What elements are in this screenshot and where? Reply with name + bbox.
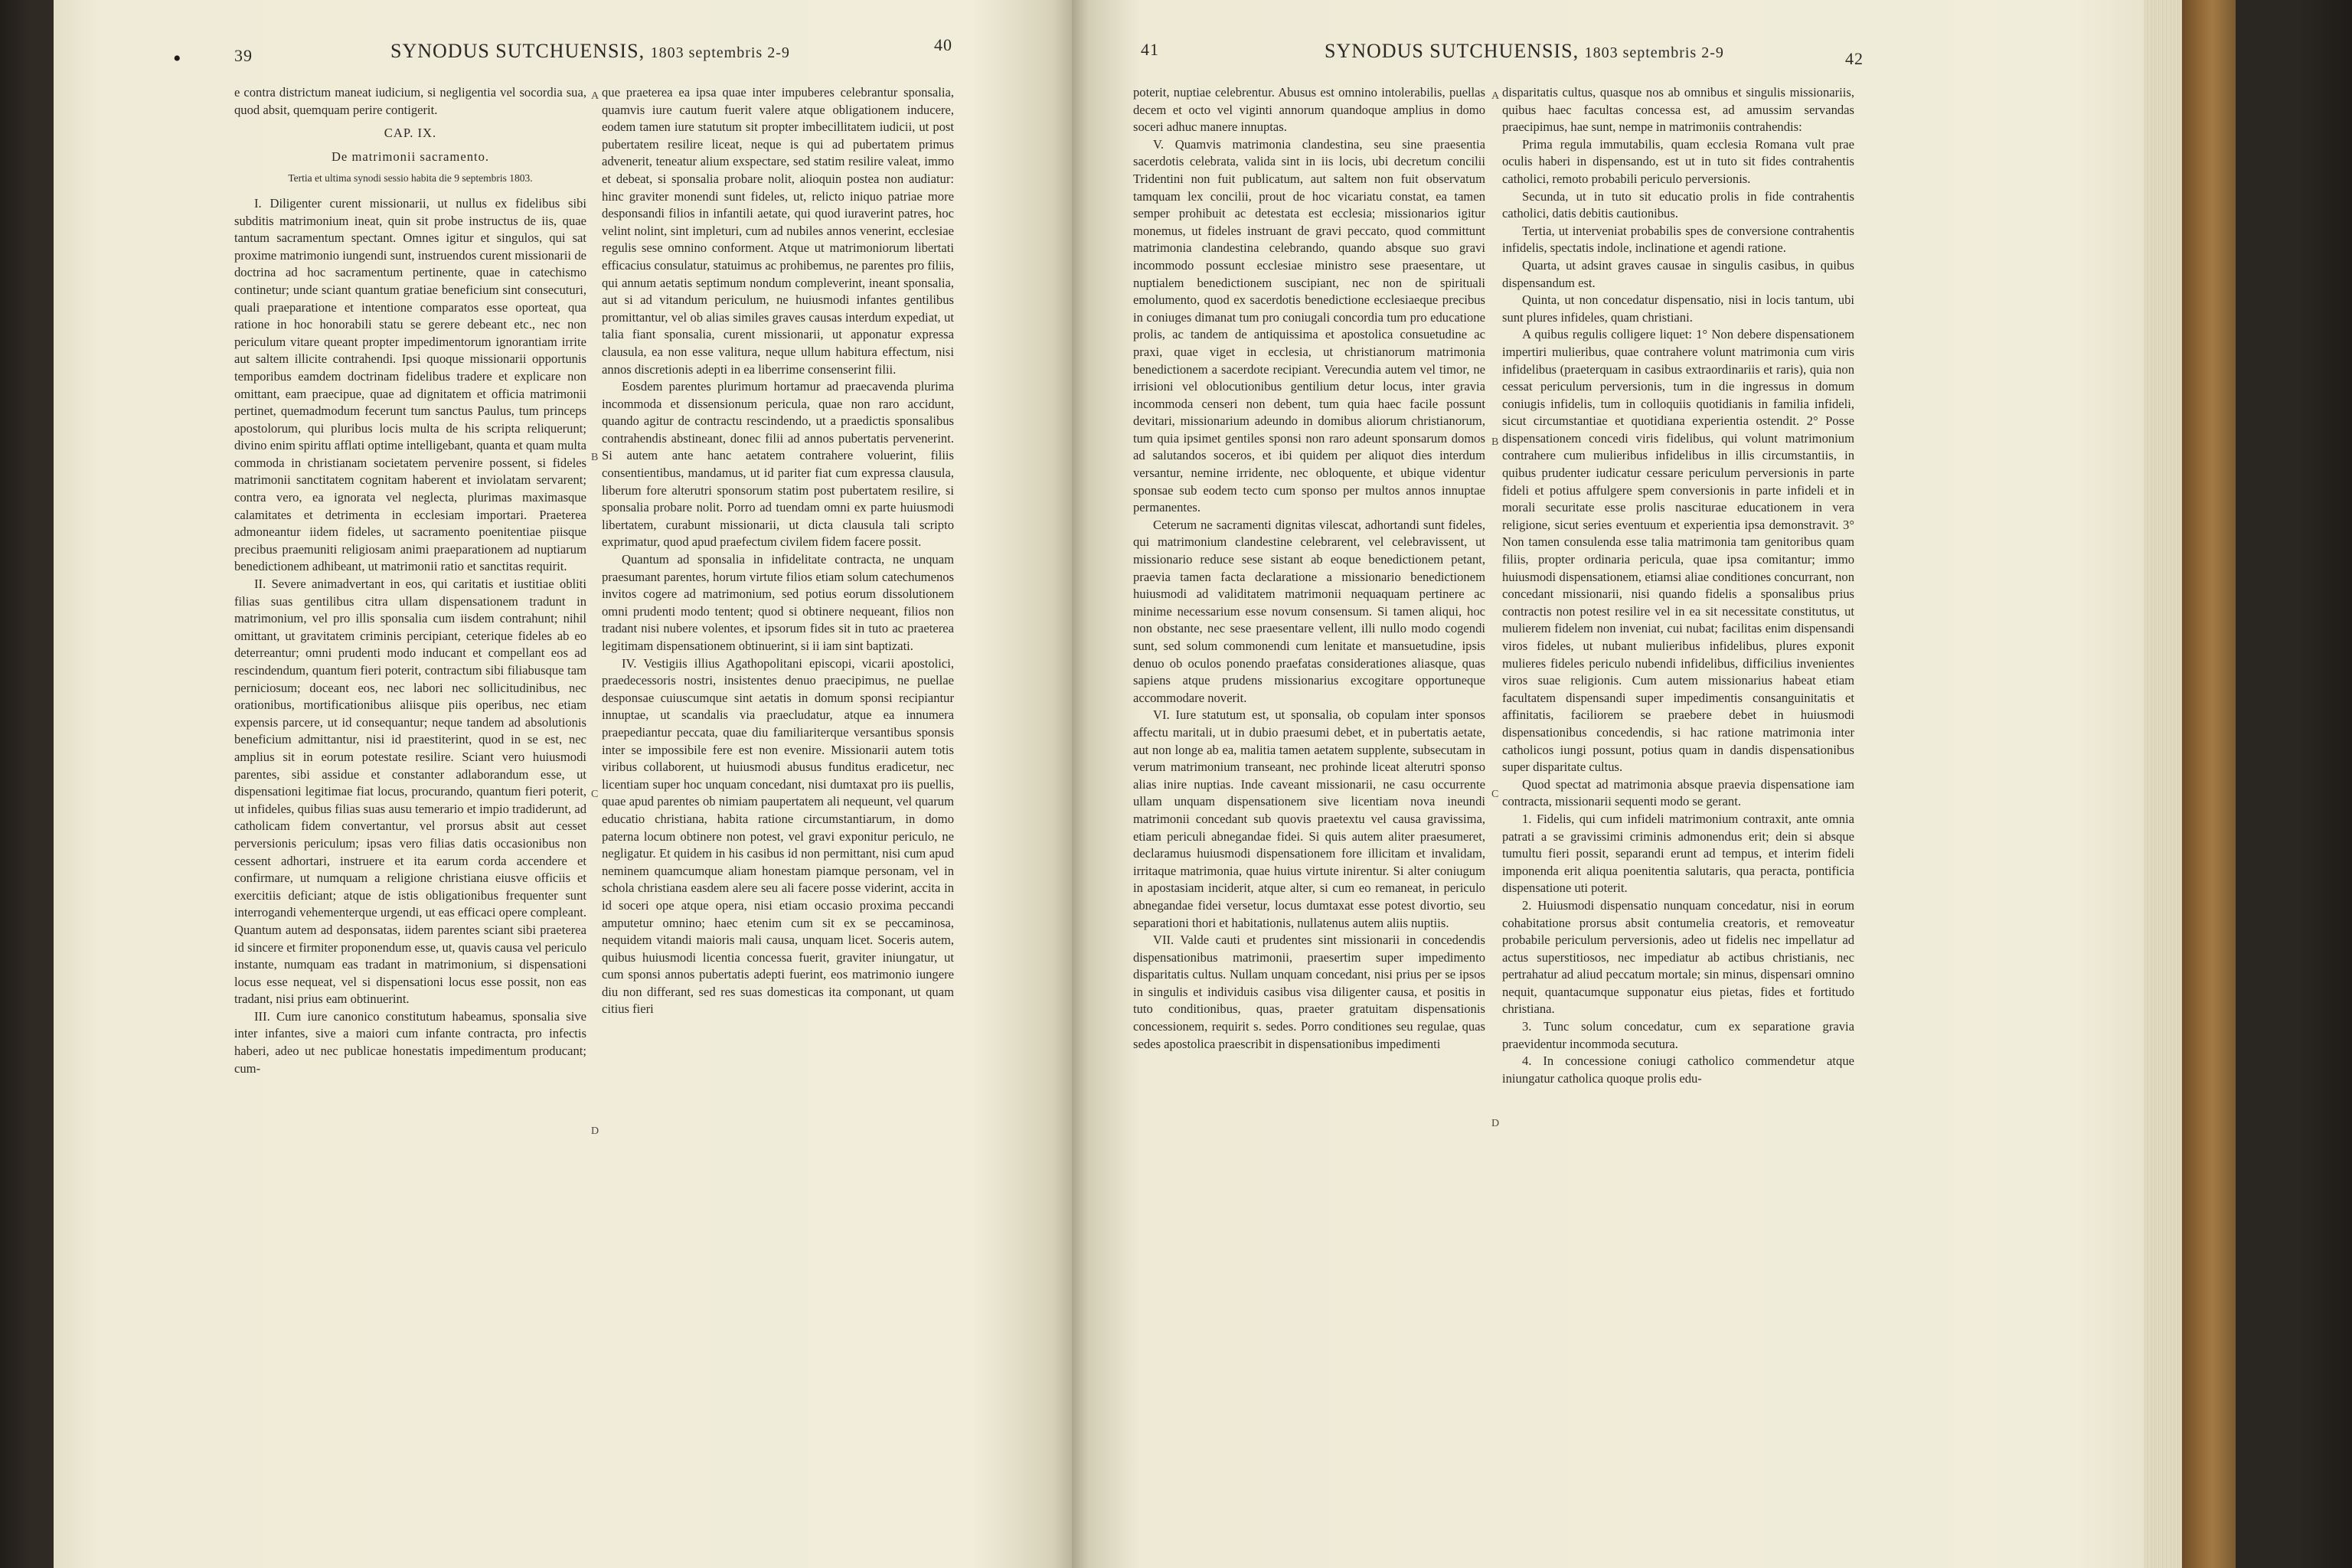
- paragraph: Ceterum ne sacramenti dignitas vilescat, adhortandi sunt fideles, qui matrimonium clandestine celebrarent, vel celebravissent, ut missionario reduce sese sistant ab eoque benedictionem petant, praevia tamen facta declaratione a missionario benedictionem huiusmodi ad validitatem matrimonii nequaquam pertinere ac minime necessarium esse novum consensum. Si tamen aliqui, hoc non obstante, nec sese praesentare vellent, illi nullo modo cogendi sunt, sed solum commonendi cum lenitate et mansuetudine, ipsis denuo ob oculos ponendo praefatas considerationes aliasque, quas sapiens atque prudens missionarius excogitare opportuneque accommodare noverit.: [1133, 517, 1485, 705]
- paragraph: Quarta, ut adsint graves causae in singulis casibus, in quibus dispensandum est.: [1502, 257, 1854, 290]
- paragraph: Prima regula immutabilis, quam ecclesia Romana vult prae oculis haberi in dispensando, est ut in tuto sit fides contrahentis catholici, remoto probabili periculo perversionis.: [1502, 136, 1854, 186]
- section-marker-b: B: [1491, 436, 1499, 448]
- paragraph: Quod spectat ad matrimonia absque praevia dispensatione iam contracta, missionarii sequenti modo se gerant.: [1502, 776, 1854, 809]
- open-book: [54, 0, 2167, 1568]
- section-marker-d: D: [591, 1125, 599, 1137]
- section-marker-d: D: [1491, 1118, 1500, 1129]
- section-marker-c: C: [1491, 789, 1499, 800]
- scan-mark: •: [173, 46, 181, 71]
- page-number-39: 39: [234, 46, 253, 65]
- book-cover-edge: [2182, 0, 2236, 1568]
- paragraph: Quinta, ut non concedatur dispensatio, nisi in locis tantum, ubi sunt plures infideles, quam christiani.: [1502, 292, 1854, 325]
- running-title-text: SYNODUS SUTCHUENSIS: [390, 40, 639, 62]
- paragraph: III. Cum iure canonico constitutum habeamus, sponsalia sive inter infantes, sive a maiori cum infante contracta, pro infectis haberi, adeo ut nec publicae honestatis impedimentum producant; cum-: [234, 1008, 586, 1076]
- paragraph: VII. Valde cauti et prudentes sint missionarii in concedendis dispensationibus matrimonii, praesertim super impedimento disparitatis cultus. Nullam unquam concedant, nisi prius per se ipsos in singulis et individuis casibus visa diligenter causa, et positis in tuto conditionibus, quas, praeter gratuitam dispensationis concessionem, requirit s. sedes. Porro conditiones seu regulae, quas sedes apostolica praescribit in dispensationibus impedimenti: [1133, 933, 1485, 1051]
- running-title-left: SYNODUS SUTCHUENSIS, 1803 septembris 2-9: [390, 40, 790, 62]
- left-page-column-1: [234, 84, 586, 1077]
- section-marker-c: C: [591, 789, 599, 800]
- paragraph: e contra districtum maneat iudicium, si negligentia vel socordia sua, quod absit, quemquam perire contigerit.: [234, 85, 586, 117]
- chapter-title: De matrimonii sacramento.: [331, 149, 490, 164]
- paragraph: disparitatis cultus, quasque nos ab omnibus et singulis missionariis, quibus haec facultas concessa est, ad amussim servandas praecipimus, hae sunt, nempe in matrimoniis contrahendis:: [1502, 85, 1854, 135]
- section-marker-b: B: [591, 452, 599, 463]
- running-title-date: 1803 septembris 2-9: [1584, 44, 1724, 61]
- page-edges: [2144, 0, 2182, 1568]
- running-title-text: SYNODUS SUTCHUENSIS: [1325, 40, 1573, 62]
- paragraph: Quantum ad sponsalia in infidelitate contracta, ne unquam praesumant parentes, horum virtute filios etiam solum catechumenos invitos cogere ad matrimonium, sed potius eorum dissolutionem omni prudenti modo tentent; quod si obtinere nequeant, filios non tradant nisi nubere volentes, et ipsorum fides sit in tuto ac praeterea legitimam dispensationem obtinuerint, si ii iam sint baptizati.: [602, 552, 954, 653]
- paragraph: IV. Vestigiis illius Agathopolitani episcopi, vicarii apostolici, praedecessoris nostri, insistentes denuo praecipimus, ne puellae desponsae cuiuscumque sint aetatis in domum sponsi recipiantur innuptae, ut scandalis via praecludatur, atque ea innumera praepediantur peccata, quae diu familiariterque versantibus sponsis inter se impossibile fere est non evenire. Missionarii autem totis viribus collaborent, ut huiusmodi abusus funditus eradicetur, nec licentiam super hoc unquam concedant, nisi dumtaxat pro iis puellis, quae apud parentes ob nimiam paupertatem ali nequeunt, vel quarum educatio christiana, habita ratione circumstantiarum, in domo paterna locum obtinere non potest, vel gravi exponitur periculo, ne negligatur. Et quidem in his casibus id non permittant, nisi cum apud neminem quamcumque aliam honestam piamque personam, vel in schola christiana easdem alere seu ali facere posse viderint, accita in id soceri ope atque opera, nisi etiam occasio proxima peccandi amputetur omnino; haec etenim cum sit ex se peccaminosa, nequidem vitandi maioris mali causa, unquam licet. Soceris autem, quibus huiusmodi licentia concessa fuerit, graviter iniungatur, ut cum sponsi annos pubertatis adepti fuerint, eos matrimonio iungere diu non differant, sed res suas domesticas ita componant, ut quam citius fieri: [602, 655, 954, 1017]
- right-page: [1072, 0, 2144, 1568]
- section-marker-a: A: [591, 90, 599, 102]
- paragraph: 3. Tunc solum concedatur, cum ex separatione gravia praevidentur incommoda secutura.: [1502, 1019, 1854, 1051]
- paragraph: V. Quamvis matrimonia clandestina, seu sine praesentia sacerdotis celebrata, valida sint in iis locis, ubi decretum concilii Tridentini non fuit publicatum, aut saltem non fuit observatum tamquam lex concilii, prout de hoc vicariatu constat, ea tamen semper prohibuit ac detestata est ecclesia; missionarios igitur monemus, ut fideles instruant de gravi peccato, quod committunt matrimonia clandestina celebrando, quando absque suo gravi incommodo possunt ecclesiae ministro sese praesentare, ut nuptialem benedictionem suscipiant, nec non de spirituali emolumento, quod ex sacerdotis benedictione ecclesiaeque precibus in coniuges dimanat tum pro coniugali concordia tum pro educatione prolis, ac tandem de antiquissima et apostolica consuetudine ac praxi, quae viget in ecclesia, ut christianorum matrimonia benedictionem a sacerdote recipiant. Verecundia autem vel timor, ne irrisioni vel oblocutionibus gentilium detur locus, inter gravia incommoda censeri non debent, tum quia haec facile possunt devitari, missionarium adeundo in domibus aliorum christianorum, tum quia ipsimet gentiles sponsi non raro adeunt sponsarum domos ad salutandos soceros, et ibi quidem per aliquot dies interdum versantur, nemine irridente, nec obloquente, et ubique videntur sponsae sub eodem tecto cum sponso per multos annos innuptae permanentes.: [1133, 136, 1485, 515]
- paragraph: poterit, nuptiae celebrentur. Abusus est omnino intolerabilis, puellas decem et octo vel viginti annorum quandoque amplius in domo soceri adhuc manere innuptas.: [1133, 85, 1485, 135]
- left-page-column-2: [602, 84, 954, 1018]
- paragraph: 1. Fidelis, qui cum infideli matrimonium contraxit, ante omnia patrati a se gravissimi criminis admonendus erit; dein si absque tumultu fieri possit, separandi erunt ad tempus, et interim fideli imponenda erit aliqua poenitentia salutaris, qua peracta, pontificia dispensatione uti poterit.: [1502, 811, 1854, 896]
- chapter-heading: CAP. IX.: [384, 126, 437, 141]
- page-number-40: 40: [934, 35, 952, 54]
- paragraph: 2. Huiusmodi dispensatio nunquam concedatur, nisi in eorum cohabitatione prorsus absit contumelia creatoris, et removeatur probabile periculum perversionis, adeo ut fidelis nec impellatur ad actus superstitiosos, nec impediatur ab actibus christianis, nec pertrahatur ad aliud peccatum mortale; sin minus, dispensari omnino nequit, quantacumque supponatur eius pietas, fides et fortitudo christiana.: [1502, 897, 1854, 1017]
- left-page: [54, 0, 1072, 1568]
- paragraph: A quibus regulis colligere liquet: 1° Non debere dispensationem impertiri mulieribus, quae contrahere volunt matrimonia cum viris infidelibus (praeterquam in casibus extraordinariis et raris), quia non cessat periculum perversionis, tum in die ingressus in domum coniugis infidelis, tum in colloquiis quotidianis in familia infideli, sicut circumstantiae et quotidiana experientia ostendit. 2° Posse dispensationem concedi viris fidelibus, qui volunt matrimonium contrahere cum mulieribus infidelibus in illis circumstantiis, in quibus prudenter iudicatur cessare periculum perversionis in parte fideli et potius affulgere spem conversionis in parte infideli et in morali securitate esse prolis nasciturae educationem in vera religione, sicut series eventuum et experientia ipsa demonstravit. 3° Non tamen consulenda esse talia matrimonia tam genitoribus quam filiis, propter ordinaria pericula, quae ipsa comitantur; immo huiusmodi dispensationem, etiamsi aliae conditiones concurrant, non concedant missionarii, nisi quando fidelis a sponsalibus prius contractis non potest resilire vel in ea sit necessitate constitutus, ut mulierem fidelem non inveniat, cui nubat; facilitas enim dispensandi viros fideles, ut nubant mulieribus infidelibus, plures exponit mulieres fideles periculo nubendi infidelibus, difficilius invenientes viros suae religionis. Cum autem missionarius habeat etiam facultatem dispensandi super impedimentis consanguinitatis et affinitatis, faciliorem se praebere debet in huiusmodi dispensationibus concedendis, si hac ratione matrimonia inter catholicos iungi possunt, potius quam in dandis dispensationibus super disparitate cultus.: [1502, 327, 1854, 775]
- paragraph: Secunda, ut in tuto sit educatio prolis in fide contrahentis catholici, datis debitis cautionibus.: [1502, 188, 1854, 221]
- page-number-42: 42: [1845, 49, 1864, 68]
- paragraph: Eosdem parentes plurimum hortamur ad praecavenda plurima incommoda et dissensionum pericula, quae non raro accidunt, quando agitur de contractu rescindendo, ut a praedictis sponsalibus contrahendis abstineant, donec filii ad annos pubertatis pervenerint. Si autem ante hanc aetatem contrahere voluerint, filiis consentientibus, mandamus, ut id pariter fiat cum expressa clausula, liberum fore alterutri sponsorum statim post pubertatem resilire, si sponsalia probare nolit. Porro ad tuendam omni ex parte huiusmodi libertatem, curabunt missionarii, ut dicta clausula tali scripto exprimatur, quod apud praefectum civilem fidem facere possit.: [602, 379, 954, 550]
- running-title-date: 1803 septembris 2-9: [650, 44, 790, 61]
- right-page-column-1: [1133, 84, 1485, 1053]
- paragraph: I. Diligenter curent missionarii, ut nullus ex fidelibus sibi subditis matrimonium ineat, quin sit probe instructus de iis, quae tantum sacramentum spectant. Omnes igitur et singulos, qui sat proxime matrimonio iungendi sunt, instruendos curent missionarii de doctrina ad hoc sacramentum pertinente, quae in catechismo continetur; unde sciant quantum gratiae beneficium sint consecuturi, quali praeparatione et intentione comparatos esse oporteat, qua ratione in hoc honorabili statu se gerere debeant etc., nec non periculum vitare queant propter impedimentorum ignorantiam irrite aut saltem illicite contrahendi. Ipsi quoque missionarii opportunis temporibus eamdem doctrinam fidelibus tradere et explicare non omittant, eam praecipue, quae ad dignitatem et officia matrimonii pertinet, quemadmodum fecerunt tum sanctus Paulus, tum princeps apostolorum, qui pluribus locis multa de his scripta reliquerunt; divino enim spiritu afflati optime intelligebant, quanta et quam multa commoda in christianam societatem pervenire possent, si fideles matrimonii sanctitatem cognitam haberent et inviolatam servarent; contra vero, ea ignorata vel neglecta, plurimas maximasque calamitates et detrimenta in ecclesiam importari. Praeterea admoneantur iidem fideles, ut sacramento poenitentiae piisque precibus praemuniti religiosam animi praeparationem ad nuptiarum benedictionem adhibeant, ut matrimonii ratio et sanctitas requirit.: [234, 195, 586, 574]
- right-page-column-2: [1502, 84, 1854, 1087]
- paragraph: VI. Iure statutum est, ut sponsalia, ob copulam inter sponsos affectu maritali, ut in dubio praesumi debet, et in pubertatis aetate, aut non longe ab ea, malitia tamen aetatem supplente, subsecutam in verum matrimonium transeant, nec prohinde liceat alterutri sponso alias inire nuptias. Inde caveant missionarii, ne casu occurrente ullam unquam dispensationem sive licentiam nova ineundi matrimonii concedant sub quovis praetextu vel causa gravissima, etiam periculi abnegandae fidei. Si quis autem aliter praesumeret, declaramus huiusmodi dispensationem fore illicitam et invalidam, irritaque matrimonia, quae huius virtute inirentur. Si alter coniugum in apostasiam inciderit, atque alter, si cum eo remaneat, in periculo abnegandae fidei versetur, locus dumtaxat esse potest divortio, seu separationi thori et habitationis, nullatenus autem aliis nuptiis.: [1133, 707, 1485, 930]
- section-marker-a: A: [1491, 90, 1500, 102]
- paragraph: II. Severe animadvertant in eos, qui caritatis et iustitiae obliti filias suas gentilibus citra ullam dispensationem tradunt in matrimonium, vel pro illis sponsalia cum iisdem contrahunt; nihil omittant, ut gravitatem criminis percipiant, ceterique fideles ab eo deterreantur; omni prudenti modo inducant et compellant eos ad rescindendum, quantum fieri poterit, contractum sibi filiabusque tam perniciosum; doceant eos, nec labori nec sollicitudinibus, nec orationibus, mortificationibus aliisque piis operibus, nec etiam expensis parcere, ut id consequantur; neque tandem ad absolutionis beneficium admittantur, nisi id praestiterint, quod in se est, nec amplius sit in eorum potestate resilire. Sciant vero huiusmodi parentes, sibi assidue et constanter adlaborandum esse, ut dispensationi legitimae fiat locus, procurando, quantum fieri poterit, ut infideles, quibus filias suas ausu temerario et impio tradiderunt, ad catholicam fidem convertantur, vel prorsus absit aut cesset perversionis periculum; ipsas vero filias datis occasionibus non cessent adhortari, instruere et ita earum corda accendere et confirmare, ut numquam a religione christiana eiusve officiis et exercitiis deficiant; atque de istis obligationibus frequenter sunt interrogandi vehementerque urgendi, ut eas efficaci opere compleant. Quantum autem ad desponsatas, iidem parentes sciant sibi praeterea id sincere et firmiter proponendum esse, ut, quavis causa vel periculo instante, numquam eas tradant in matrimonium, si dispensationi locus esse nequeat, vel si dispensationi locus esse possit, non eas tradant, nisi prius eam obtinuerint.: [234, 577, 586, 1007]
- paragraph: 4. In concessione coniugi catholico commendetur atque iniungatur catholica quoque prolis edu-: [1502, 1054, 1854, 1086]
- paragraph: Tertia, ut interveniat probabilis spes de conversione contrahentis infidelis, spectatis indole, inclinatione et agendi ratione.: [1502, 223, 1854, 256]
- paragraph: que praeterea ea ipsa quae inter impuberes celebrantur sponsalia, quamvis iure cautum fuerit valere atque obligationem inducere, eodem tamen iure statutum sit propter imbecillitatem iudicii, ut post pubertatem resilire liceat, neque is qui ad pubertatem primus advenerit, teneatur alium exspectare, sed statim resilire valeat, immo et debeat, si sponsalia probare nolit, alioquin postea non audiatur: hinc graviter monendi sunt fideles, ut, relicto iniquo patriae more desponsandi filios in infantili aetate, qui quod iuraverint patres, hoc velint nolint, sint impleturi, cum ad nubiles annos venerint, ecclesiae regulis sese omnino conforment. Atque ut matrimoniorum libertati efficacius consulatur, statuimus ac prohibemus, ne parentes pro filiis, qui annum aetatis septimum nondum compleverint, ineant sponsalia, aut si ad vitandum periculum, ne huiusmodi infantes gentilibus promittantur, vel ob alias similes graves causas interdum expediat, ut talia fiant sponsalia, curent missionarii, ut apponatur expressa clausula, ea non esse valitura, neque ullum habitura effectum, nisi annos discretionis adepti in ea liberrime consenserint filii.: [602, 85, 954, 377]
- session-note: Tertia et ultima synodi sessio habita die 9 septembris 1803.: [288, 172, 533, 185]
- running-title-right: SYNODUS SUTCHUENSIS, 1803 septembris 2-9: [1325, 40, 1724, 62]
- page-number-41: 41: [1141, 40, 1159, 59]
